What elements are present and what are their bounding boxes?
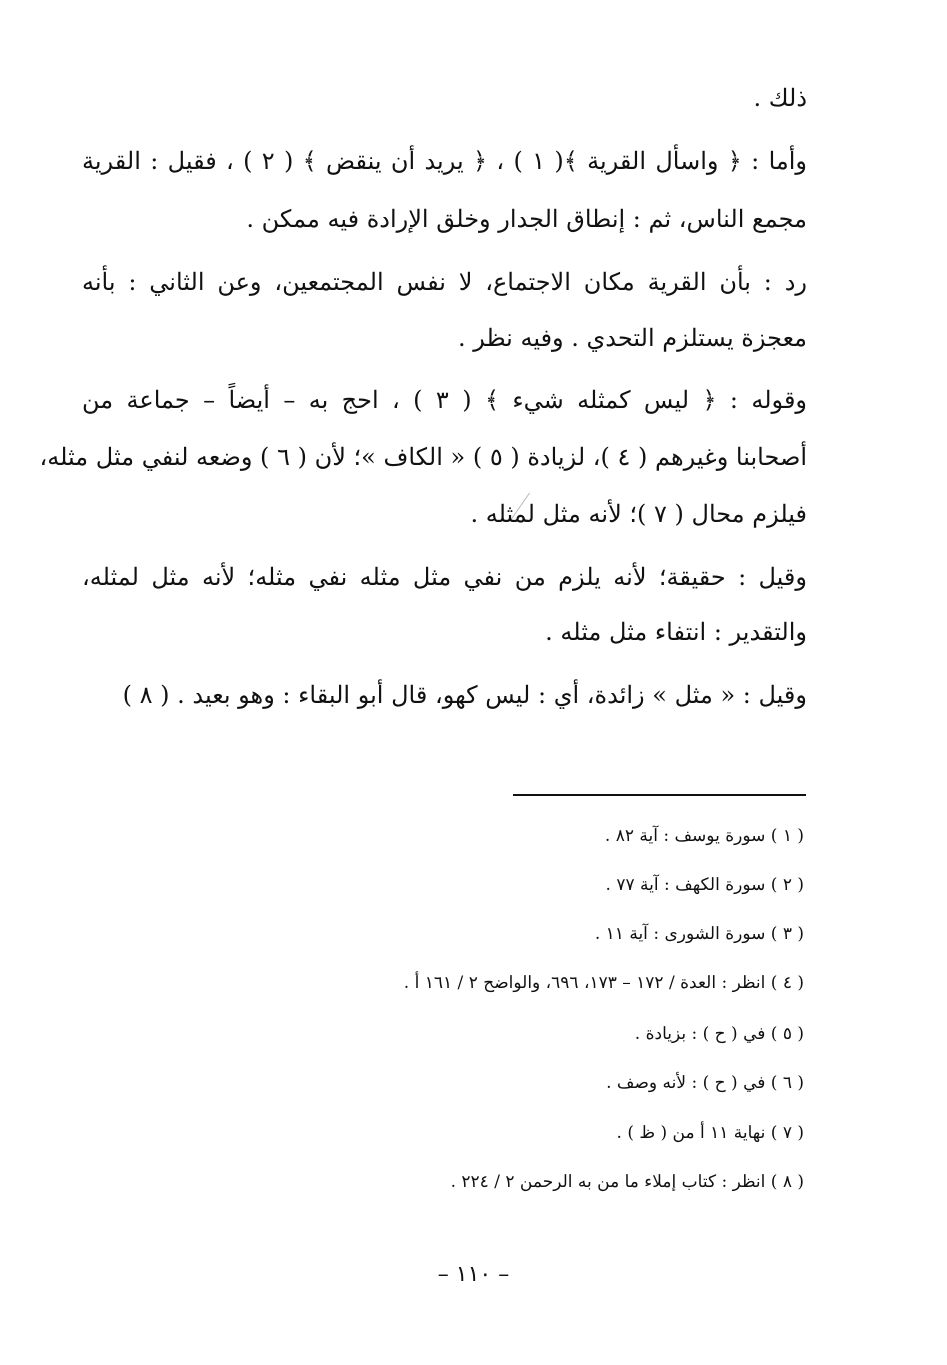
footnote-7: ( ٧ ) نهاية ١١ أ من ( ظ ) .	[616, 1123, 804, 1143]
body-line-11: وقيل : « مثل » زائدة، أي : ليس كهو، قال أبو البقاء : وهو بعيد . ( ٨ )	[122, 681, 807, 709]
page-number: – ١١٠ –	[437, 1262, 510, 1287]
footnote-4: ( ٤ ) انظر : العدة / ١٧٢ – ١٧٣، ٦٩٦، والواضح ٢ / ١٦١ أ .	[403, 973, 804, 993]
body-line-3: مجمع الناس، ثم : إنطاق الجدار وخلق الإرادة فيه ممكن .	[246, 205, 807, 233]
footnote-2: ( ٢ ) سورة الكهف : آية ٧٧ .	[605, 875, 804, 895]
footnote-3: ( ٣ ) سورة الشورى : آية ١١ .	[594, 924, 804, 944]
body-line-6: وقوله : ﴿ ليس كمثله شيء ﴾ ( ٣ ) ، احج به – أيضاً – جماعة من	[82, 386, 808, 414]
footnote-separator	[513, 794, 806, 796]
footnote-5: ( ٥ ) في ( ح ) : بزيادة .	[634, 1024, 804, 1044]
body-line-4: رد : بأن القرية مكان الاجتماع، لا نفس المجتمعين، وعن الثاني : بأنه	[82, 268, 807, 296]
body-line-1: ذلك .	[753, 84, 807, 112]
body-line-2: وأما : ﴿ واسأل القرية ﴾( ١ ) ، ﴿ يريد أن ينقض ﴾ ( ٢ ) ، فقيل : القرية	[82, 147, 808, 175]
footnote-6: ( ٦ ) في ( ح ) : لأنه وصف .	[606, 1073, 804, 1093]
body-line-5: معجزة يستلزم التحدي . وفيه نظر .	[457, 324, 807, 352]
body-line-10: والتقدير : انتفاء مثل مثله .	[545, 618, 807, 646]
body-line-8: فيلزم محال ( ٧ )؛ لأنه مثل لمثله .	[470, 500, 807, 528]
body-line-9: وقيل : حقيقة؛ لأنه يلزم من نفي مثل مثله نفي مثله؛ لأنه مثل لمثله،	[82, 563, 807, 591]
body-line-7: أصحابنا وغيرهم ( ٤ )، لزيادة ( ٥ ) « الكاف »؛ لأن ( ٦ ) وضعه لنفي مثل مثله،	[39, 443, 807, 471]
footnote-8: ( ٨ ) انظر : كتاب إملاء ما من به الرحمن ٢ / ٢٢٤ .	[450, 1172, 804, 1192]
footnote-1: ( ١ ) سورة يوسف : آية ٨٢ .	[604, 826, 804, 846]
